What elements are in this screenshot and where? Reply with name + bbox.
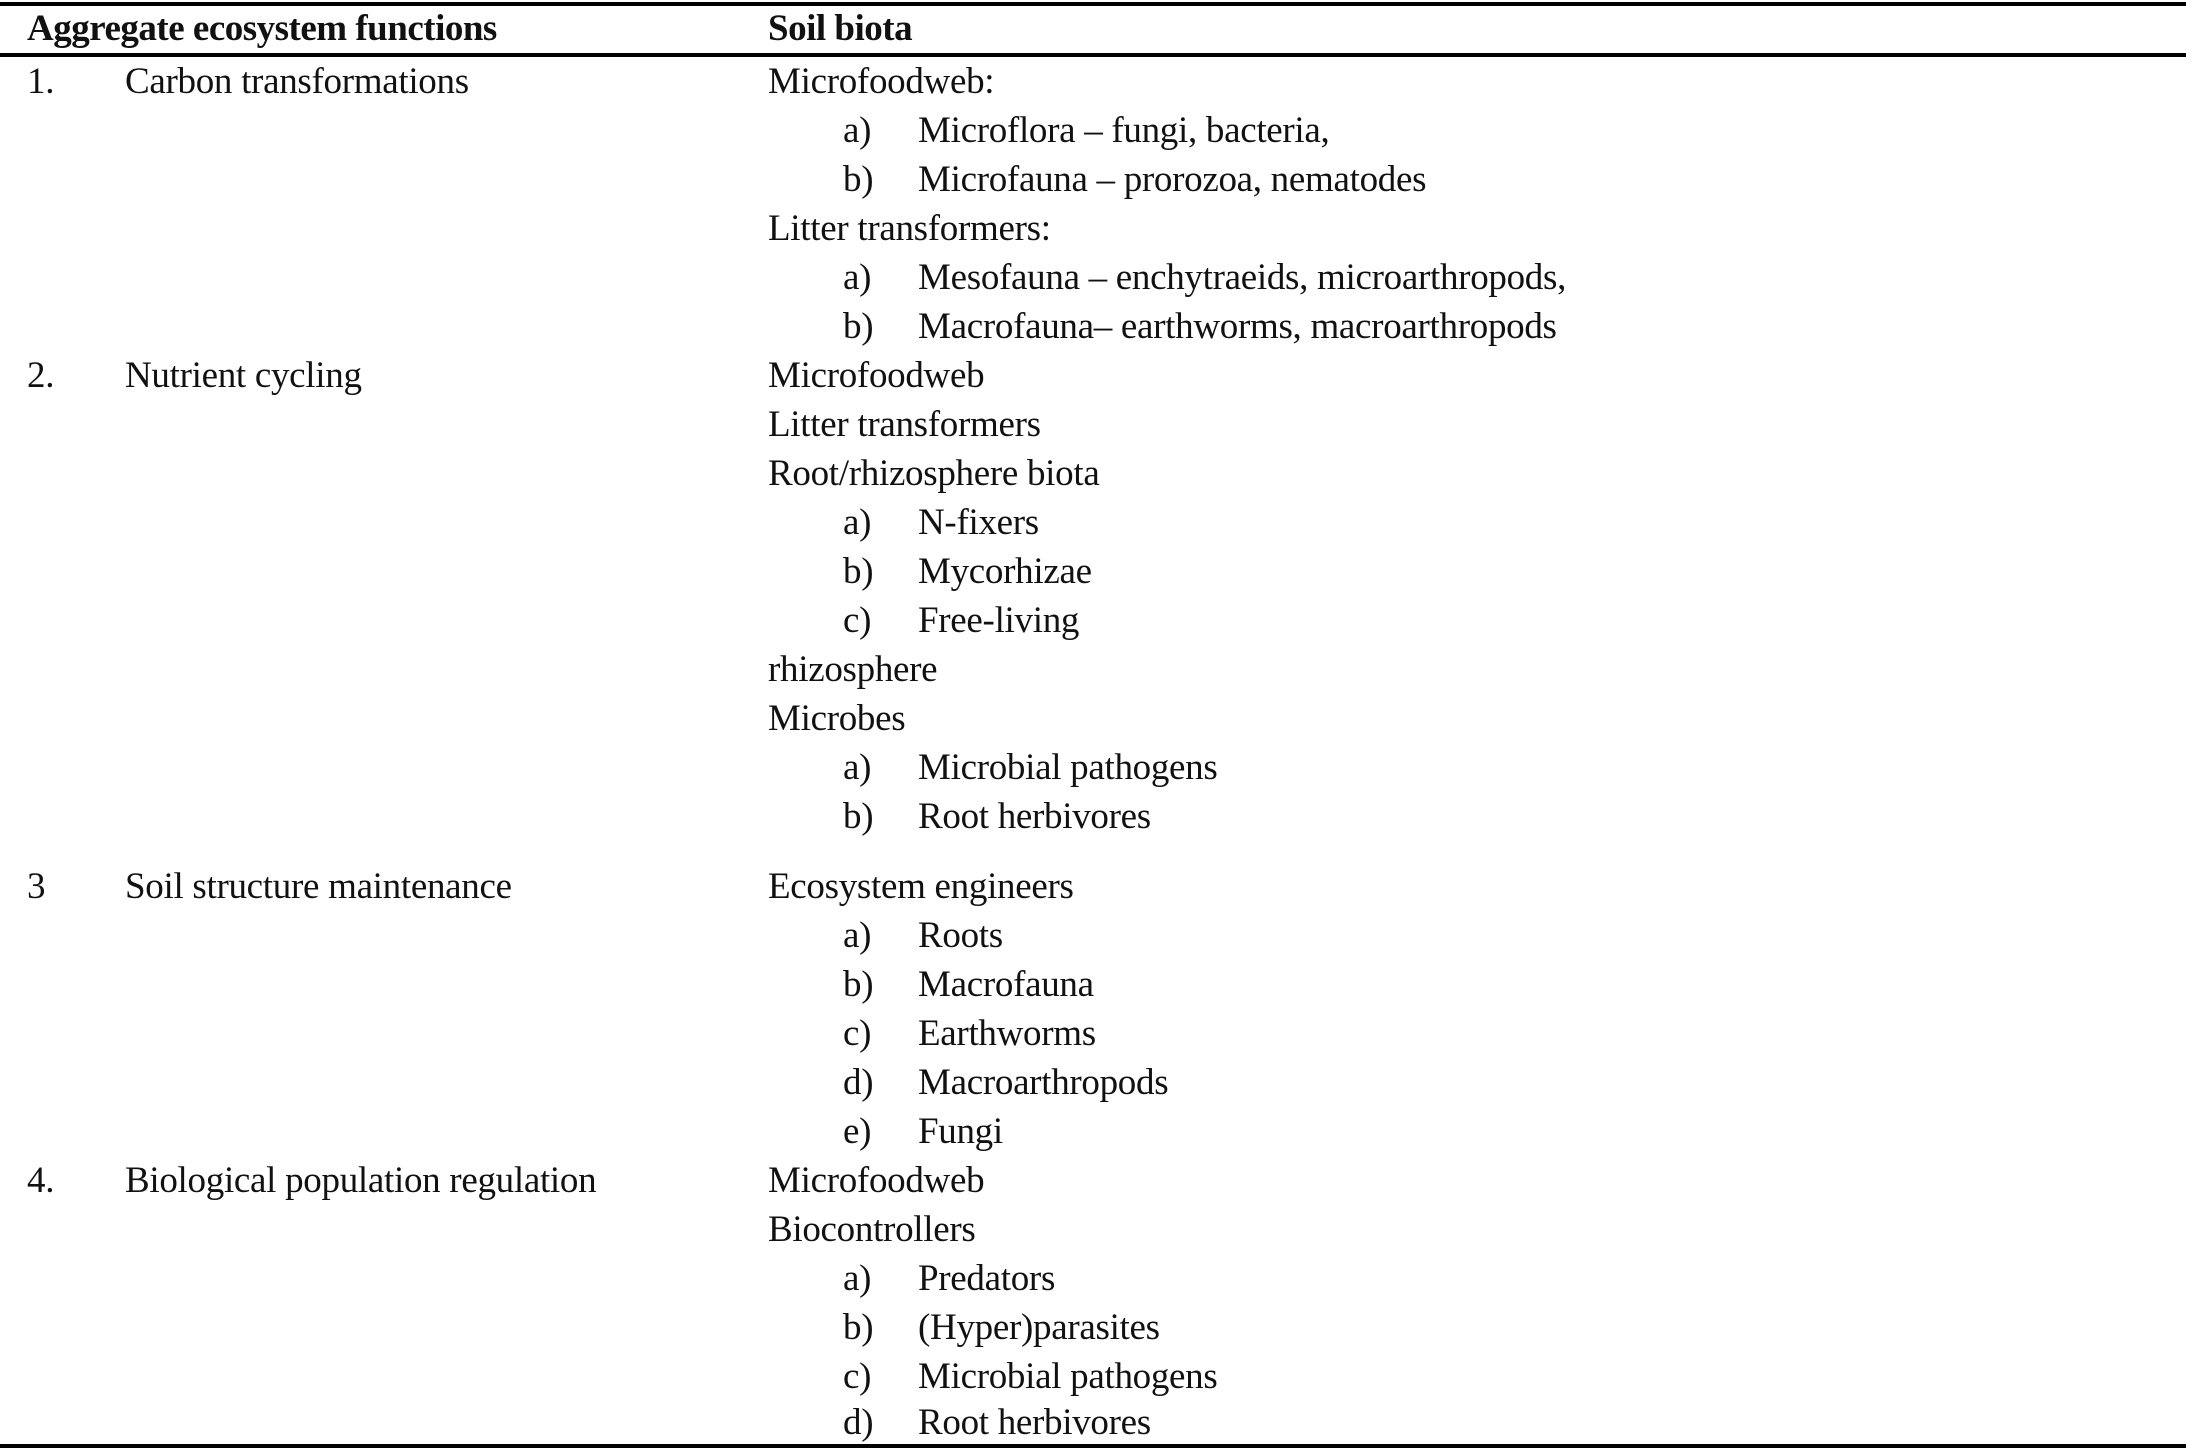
item-label: b) bbox=[843, 159, 874, 200]
item-label: b) bbox=[843, 306, 874, 347]
biota-item: Macrofauna bbox=[918, 964, 1094, 1005]
row-number: 4. bbox=[27, 1160, 55, 1201]
header-soil-biota: Soil biota bbox=[768, 8, 913, 49]
item-label: d) bbox=[843, 1402, 874, 1443]
biota-group: Microfoodweb: bbox=[768, 61, 995, 102]
biota-item: Microflora – fungi, bacteria, bbox=[918, 110, 1330, 151]
item-label: a) bbox=[843, 110, 872, 151]
biota-group: Microbes bbox=[768, 698, 906, 739]
header-rule bbox=[0, 53, 2186, 57]
function-name: Biological population regulation bbox=[125, 1160, 597, 1201]
function-name: Nutrient cycling bbox=[125, 355, 362, 396]
biota-group: Biocontrollers bbox=[768, 1209, 976, 1250]
biota-item: Root herbivores bbox=[918, 796, 1151, 837]
item-label: c) bbox=[843, 600, 872, 641]
bottom-rule bbox=[0, 1444, 2186, 1448]
biota-item: Free-living bbox=[918, 600, 1080, 641]
biota-group: Litter transformers: bbox=[768, 208, 1051, 249]
function-name: Carbon transformations bbox=[125, 61, 469, 102]
biota-item: Mycorhizae bbox=[918, 551, 1092, 592]
biota-group: Microfoodweb bbox=[768, 1160, 985, 1201]
item-label: d) bbox=[843, 1062, 874, 1103]
item-label: c) bbox=[843, 1013, 872, 1054]
biota-item: Microbial pathogens bbox=[918, 747, 1218, 788]
biota-item: Earthworms bbox=[918, 1013, 1096, 1054]
biota-item: Macrofauna– earthworms, macroarthropods bbox=[918, 306, 1557, 347]
item-label: a) bbox=[843, 915, 872, 956]
biota-item: Fungi bbox=[918, 1111, 1003, 1152]
item-label: a) bbox=[843, 502, 872, 543]
item-label: b) bbox=[843, 964, 874, 1005]
biota-group: Microfoodweb bbox=[768, 355, 985, 396]
row-number: 2. bbox=[27, 355, 55, 396]
row-number: 1. bbox=[27, 61, 55, 102]
biota-item: Mesofauna – enchytraeids, microarthropods, bbox=[918, 257, 1567, 298]
header-aggregate-functions: Aggregate ecosystem functions bbox=[27, 8, 497, 49]
row-number: 3 bbox=[27, 866, 46, 907]
biota-group: Ecosystem engineers bbox=[768, 866, 1074, 907]
biota-item: Macroarthropods bbox=[918, 1062, 1169, 1103]
biota-item: (Hyper)parasites bbox=[918, 1307, 1160, 1348]
biota-item: Microfauna – prorozoa, nematodes bbox=[918, 159, 1427, 200]
biota-item: N-fixers bbox=[918, 502, 1039, 543]
item-label: a) bbox=[843, 747, 872, 788]
item-label: a) bbox=[843, 1258, 872, 1299]
biota-group: Root/rhizosphere biota bbox=[768, 453, 1100, 494]
biota-item: Microbial pathogens bbox=[918, 1356, 1218, 1397]
item-label: b) bbox=[843, 551, 874, 592]
biota-item: Roots bbox=[918, 915, 1003, 956]
biota-item: Predators bbox=[918, 1258, 1056, 1299]
item-label: e) bbox=[843, 1111, 872, 1152]
biota-group: rhizosphere bbox=[768, 649, 938, 690]
item-label: b) bbox=[843, 796, 874, 837]
item-label: c) bbox=[843, 1356, 872, 1397]
function-name: Soil structure maintenance bbox=[125, 866, 512, 907]
biota-item: Root herbivores bbox=[918, 1402, 1151, 1443]
item-label: b) bbox=[843, 1307, 874, 1348]
biota-group: Litter transformers bbox=[768, 404, 1041, 445]
item-label: a) bbox=[843, 257, 872, 298]
